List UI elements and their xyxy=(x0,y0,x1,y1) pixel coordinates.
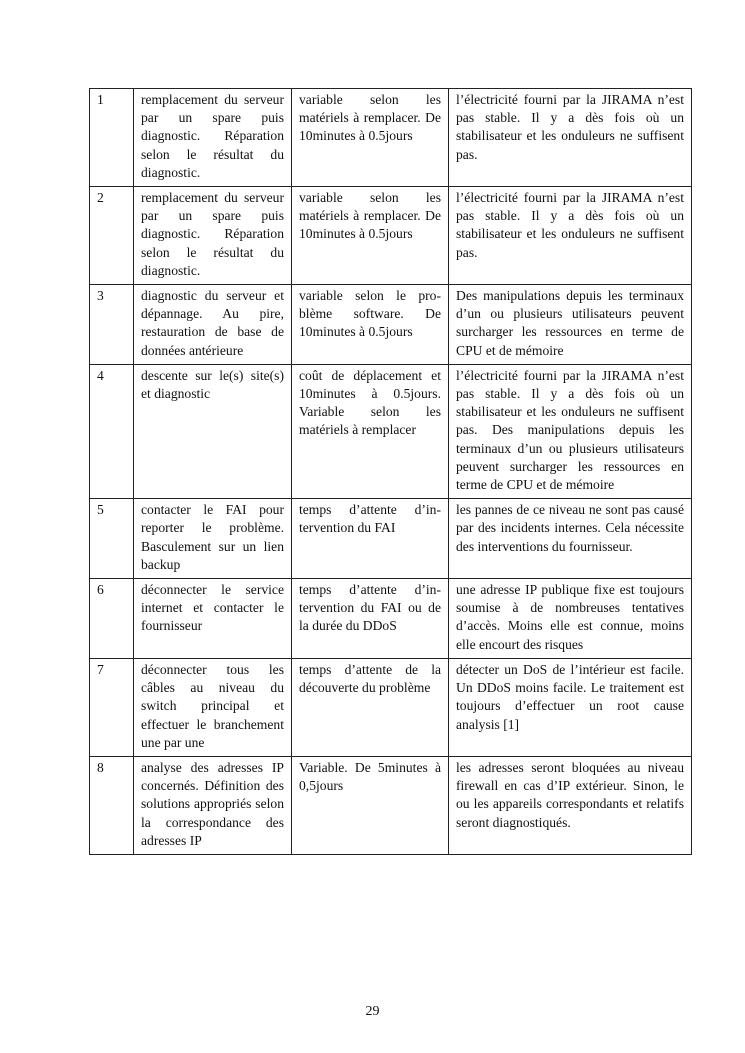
duration-cell: variable selon les matériels à remplacer. De 10minutes à 0.5jours xyxy=(292,187,449,285)
row-number-cell: 7 xyxy=(90,658,134,756)
table-row xyxy=(90,579,692,659)
table-row xyxy=(90,89,692,187)
table-row xyxy=(90,364,692,498)
incident-table xyxy=(89,88,692,855)
duration-cell: variable selon les matériels à remplacer. De 10minutes à 0.5jours xyxy=(292,89,449,187)
duration-cell: temps d’attente de la découverte du problème xyxy=(292,658,449,756)
comment-cell: l’électricité fourni par la JIRAMA n’est pas stable. Il y a dès fois où un stabilisateur et les onduleurs ne suffisent pas. Des manipulations depuis les terminaux d’un ou plusieurs utilisateurs peuvent surcharger les ressources en terme de CPU et de mémoire xyxy=(449,364,692,498)
action-cell: descente sur le(s) site(s) et diagnostic xyxy=(134,364,292,498)
page-number: 29 xyxy=(365,1004,380,1019)
row-number-cell: 4 xyxy=(90,364,134,498)
action-cell: analyse des adresses IP concernés. Définition des solutions appropriés selon la correspondance des adresses IP xyxy=(134,756,292,854)
row-number-cell: 3 xyxy=(90,285,134,365)
comment-cell: une adresse IP publique fixe est toujours soumise à de nombreuses tentatives d’accès. Moins elle est connue, moins elle encourt des risques xyxy=(449,579,692,659)
row-number-cell: 1 xyxy=(90,89,134,187)
table-body xyxy=(90,89,692,855)
duration-cell: coût de déplacement et 10minutes à 0.5jours. Variable selon les matériels à remplacer xyxy=(292,364,449,498)
action-cell: déconnecter le service internet et contacter le fournisseur xyxy=(134,579,292,659)
action-cell: remplacement du serveur par un spare puis diagnostic. Réparation selon le résultat du diagnostic. xyxy=(134,187,292,285)
comment-cell: détecter un DoS de l’intérieur est facile. Un DDoS moins facile. Le traitement est toujours d’effectuer un root cause analysis [1] xyxy=(449,658,692,756)
row-number-cell: 6 xyxy=(90,579,134,659)
row-number-cell: 5 xyxy=(90,499,134,579)
table-row xyxy=(90,658,692,756)
action-cell: déconnecter tous les câbles au niveau du switch principal et effectuer le branchement une par une xyxy=(134,658,292,756)
table-row xyxy=(90,285,692,365)
comment-cell: l’électricité fourni par la JIRAMA n’est pas stable. Il y a dès fois où un stabilisateur et les onduleurs ne suffisent pas. xyxy=(449,89,692,187)
table-row xyxy=(90,187,692,285)
row-number-cell: 2 xyxy=(90,187,134,285)
row-number-cell: 8 xyxy=(90,756,134,854)
comment-cell: l’électricité fourni par la JIRAMA n’est pas stable. Il y a dès fois où un stabilisateur et les onduleurs ne suffisent pas. xyxy=(449,187,692,285)
duration-cell: variable selon le problème software. De 10minutes à 0.5jours xyxy=(292,285,449,365)
duration-cell: Variable. De 5minutes à 0,5jours xyxy=(292,756,449,854)
comment-cell: les pannes de ce niveau ne sont pas causé par des incidents internes. Cela nécessite des interventions du fournisseur. xyxy=(449,499,692,579)
comment-cell: les adresses seront bloquées au niveau firewall en cas d’IP extérieur. Sinon, le ou les appareils correspondants et relatifs seront diagnostiqués. xyxy=(449,756,692,854)
duration-cell: temps d’attente d’intervention du FAI ou de la durée du DDoS xyxy=(292,579,449,659)
table-row xyxy=(90,756,692,854)
comment-cell: Des manipulations depuis les terminaux d’un ou plusieurs utilisateurs peuvent surcharger les ressources en terme de CPU et de mémoire xyxy=(449,285,692,365)
action-cell: diagnostic du serveur et dépannage. Au pire, restauration de base de données antérieure xyxy=(134,285,292,365)
table-row xyxy=(90,499,692,579)
action-cell: remplacement du serveur par un spare puis diagnostic. Réparation selon le résultat du diagnostic. xyxy=(134,89,292,187)
duration-cell: temps d’attente d’intervention du FAI xyxy=(292,499,449,579)
action-cell: contacter le FAI pour reporter le problème. Basculement sur un lien backup xyxy=(134,499,292,579)
